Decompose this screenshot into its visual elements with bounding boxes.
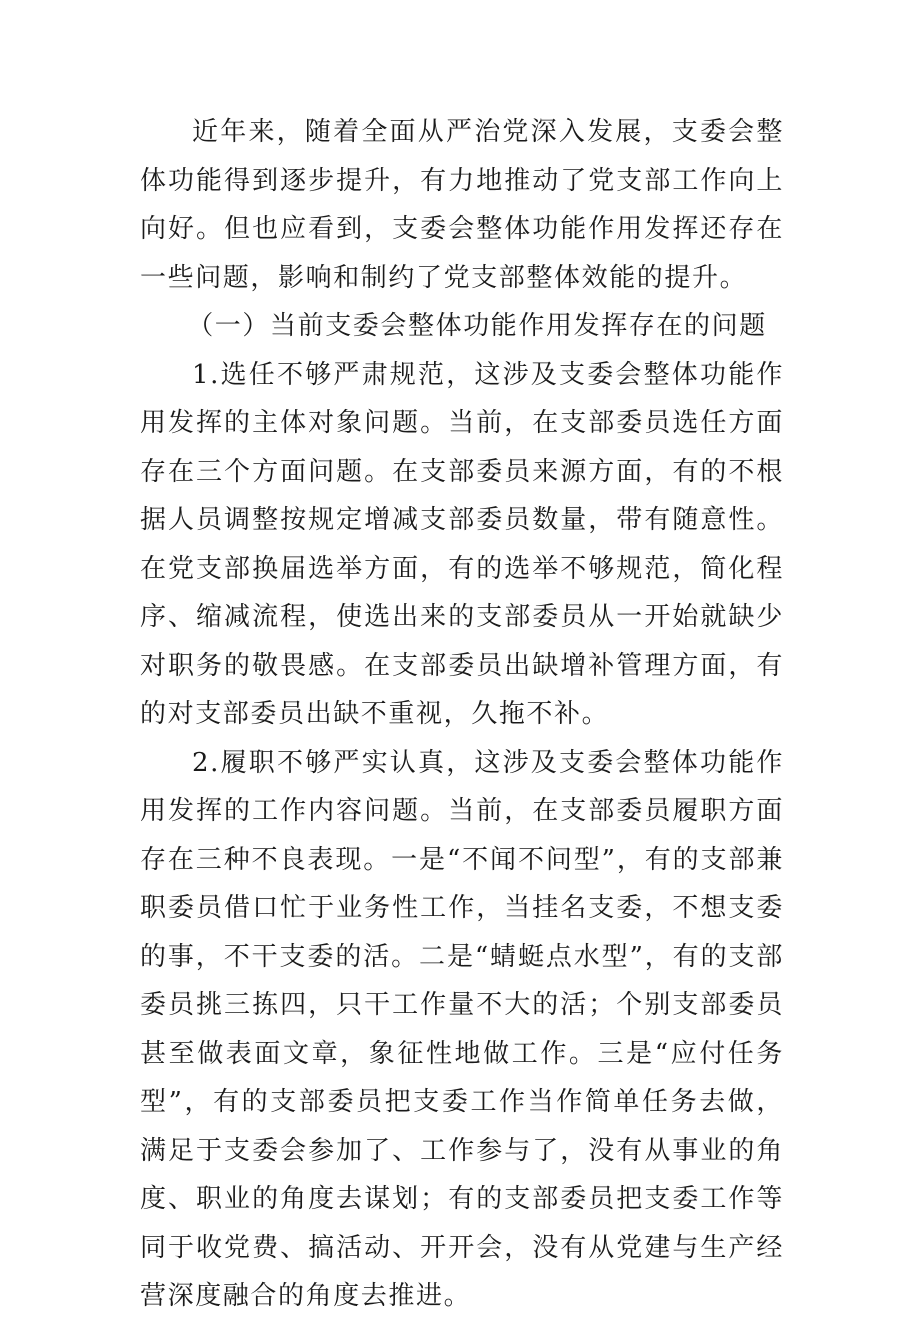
document-body (140, 108, 784, 1321)
section-heading: （一）当前支委会整体功能作用发挥存在的问题 (187, 311, 767, 341)
point-2-paragraph: 2.履职不够严实认真，这涉及支委会整体功能作用发挥的工作内容问题。当前，在支部委员履职方面存在三种不良表现。一是“不闻不问型”，有的支部兼职委员借口忙于业务性工作，当挂名支委，不想支委的事，不干支委的活。二是“蜻蜓点水型”，有的支部委员挑三拣四，只干工作量不大的活；个别支部委员甚至做表面文章，象征性地做工作。三是“应付任务型”，有的支部委员把支委工作当作简单任务去做，满足于支委会参加了、工作参与了，没有从事业的角度、职业的角度去谋划；有的支部委员把支委工作等同于收党费、搞活动、开开会，没有从党建与生产经营深度融合的角度去推进。 (140, 747, 785, 1311)
point-1-paragraph: 1.选任不够严肃规范，这涉及支委会整体功能作用发挥的主体对象问题。当前，在支部委员选任方面存在三个方面问题。在支部委员来源方面，有的不根据人员调整按规定增减支部委员数量，带有随意性。在党支部换届选举方面，有的选举不够规范，简化程序、缩减流程，使选出来的支部委员从一开始就缺少对职务的敬畏感。在支部委员出缺增补管理方面，有的对支部委员出缺不重视，久拖不补。 (140, 359, 784, 729)
intro-paragraph: 近年来，随着全面从严治党深入发展，支委会整体功能得到逐步提升，有力地推动了党支部工作向上向好。但也应看到，支委会整体功能作用发挥还存在一些问题，影响和制约了党支部整体效能的提升。 (140, 117, 784, 293)
